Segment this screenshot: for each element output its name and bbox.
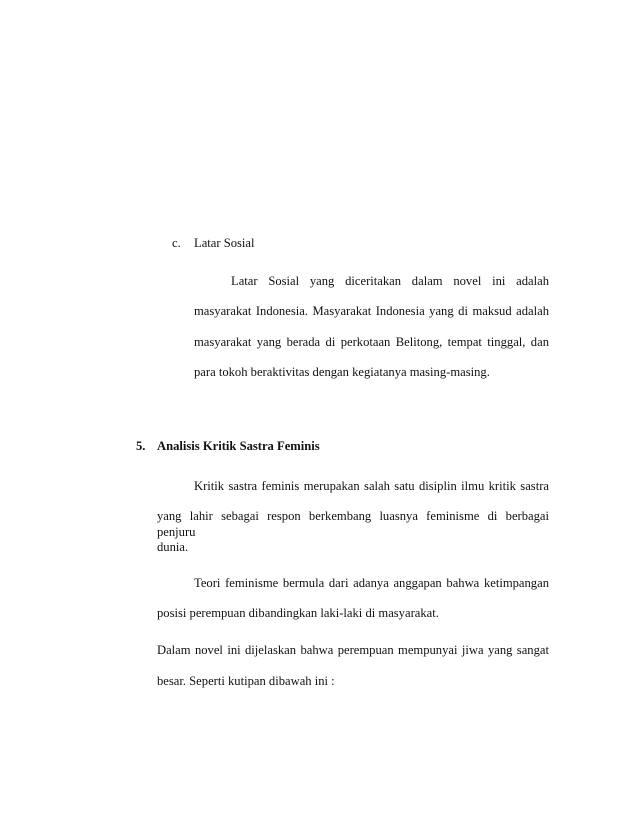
- subsection-c-title: Latar Sosial: [194, 236, 255, 250]
- section-5-paragraph-3-line-2: besar. Seperti kutipan dibawah ini :: [157, 674, 335, 688]
- subsection-c-line-1: Latar Sosial yang diceritakan dalam novel ini adalah: [231, 274, 549, 288]
- subsection-c-line-3: masyarakat yang berada di perkotaan Belitong, tempat tinggal, dan: [194, 335, 549, 349]
- section-5-paragraph-1-line-3: dunia.: [157, 540, 189, 554]
- section-5-paragraph-1-line-1: Kritik sastra feminis merupakan salah satu disiplin ilmu kritik sastra: [194, 479, 549, 493]
- section-5-paragraph-1-line-2: yang lahir sebagai respon berkembang luasnya feminisme di berbagai penjuru: [157, 509, 549, 539]
- subsection-c-marker: c.: [172, 236, 181, 250]
- section-5-title: Analisis Kritik Sastra Feminis: [157, 439, 320, 453]
- subsection-c-line-2: masyarakat Indonesia. Masyarakat Indonesia yang di maksud adalah: [194, 304, 549, 318]
- section-5-paragraph-2-line-2: posisi perempuan dibandingkan laki-laki di masyarakat.: [157, 606, 439, 620]
- section-5-paragraph-3-line-1: Dalam novel ini dijelaskan bahwa perempuan mempunyai jiwa yang sangat: [157, 643, 549, 657]
- subsection-c-line-4: para tokoh beraktivitas dengan kegiatanya masing-masing.: [194, 365, 490, 379]
- section-5-paragraph-2-line-1: Teori feminisme bermula dari adanya anggapan bahwa ketimpangan: [194, 576, 549, 590]
- section-5-number: 5.: [136, 439, 146, 453]
